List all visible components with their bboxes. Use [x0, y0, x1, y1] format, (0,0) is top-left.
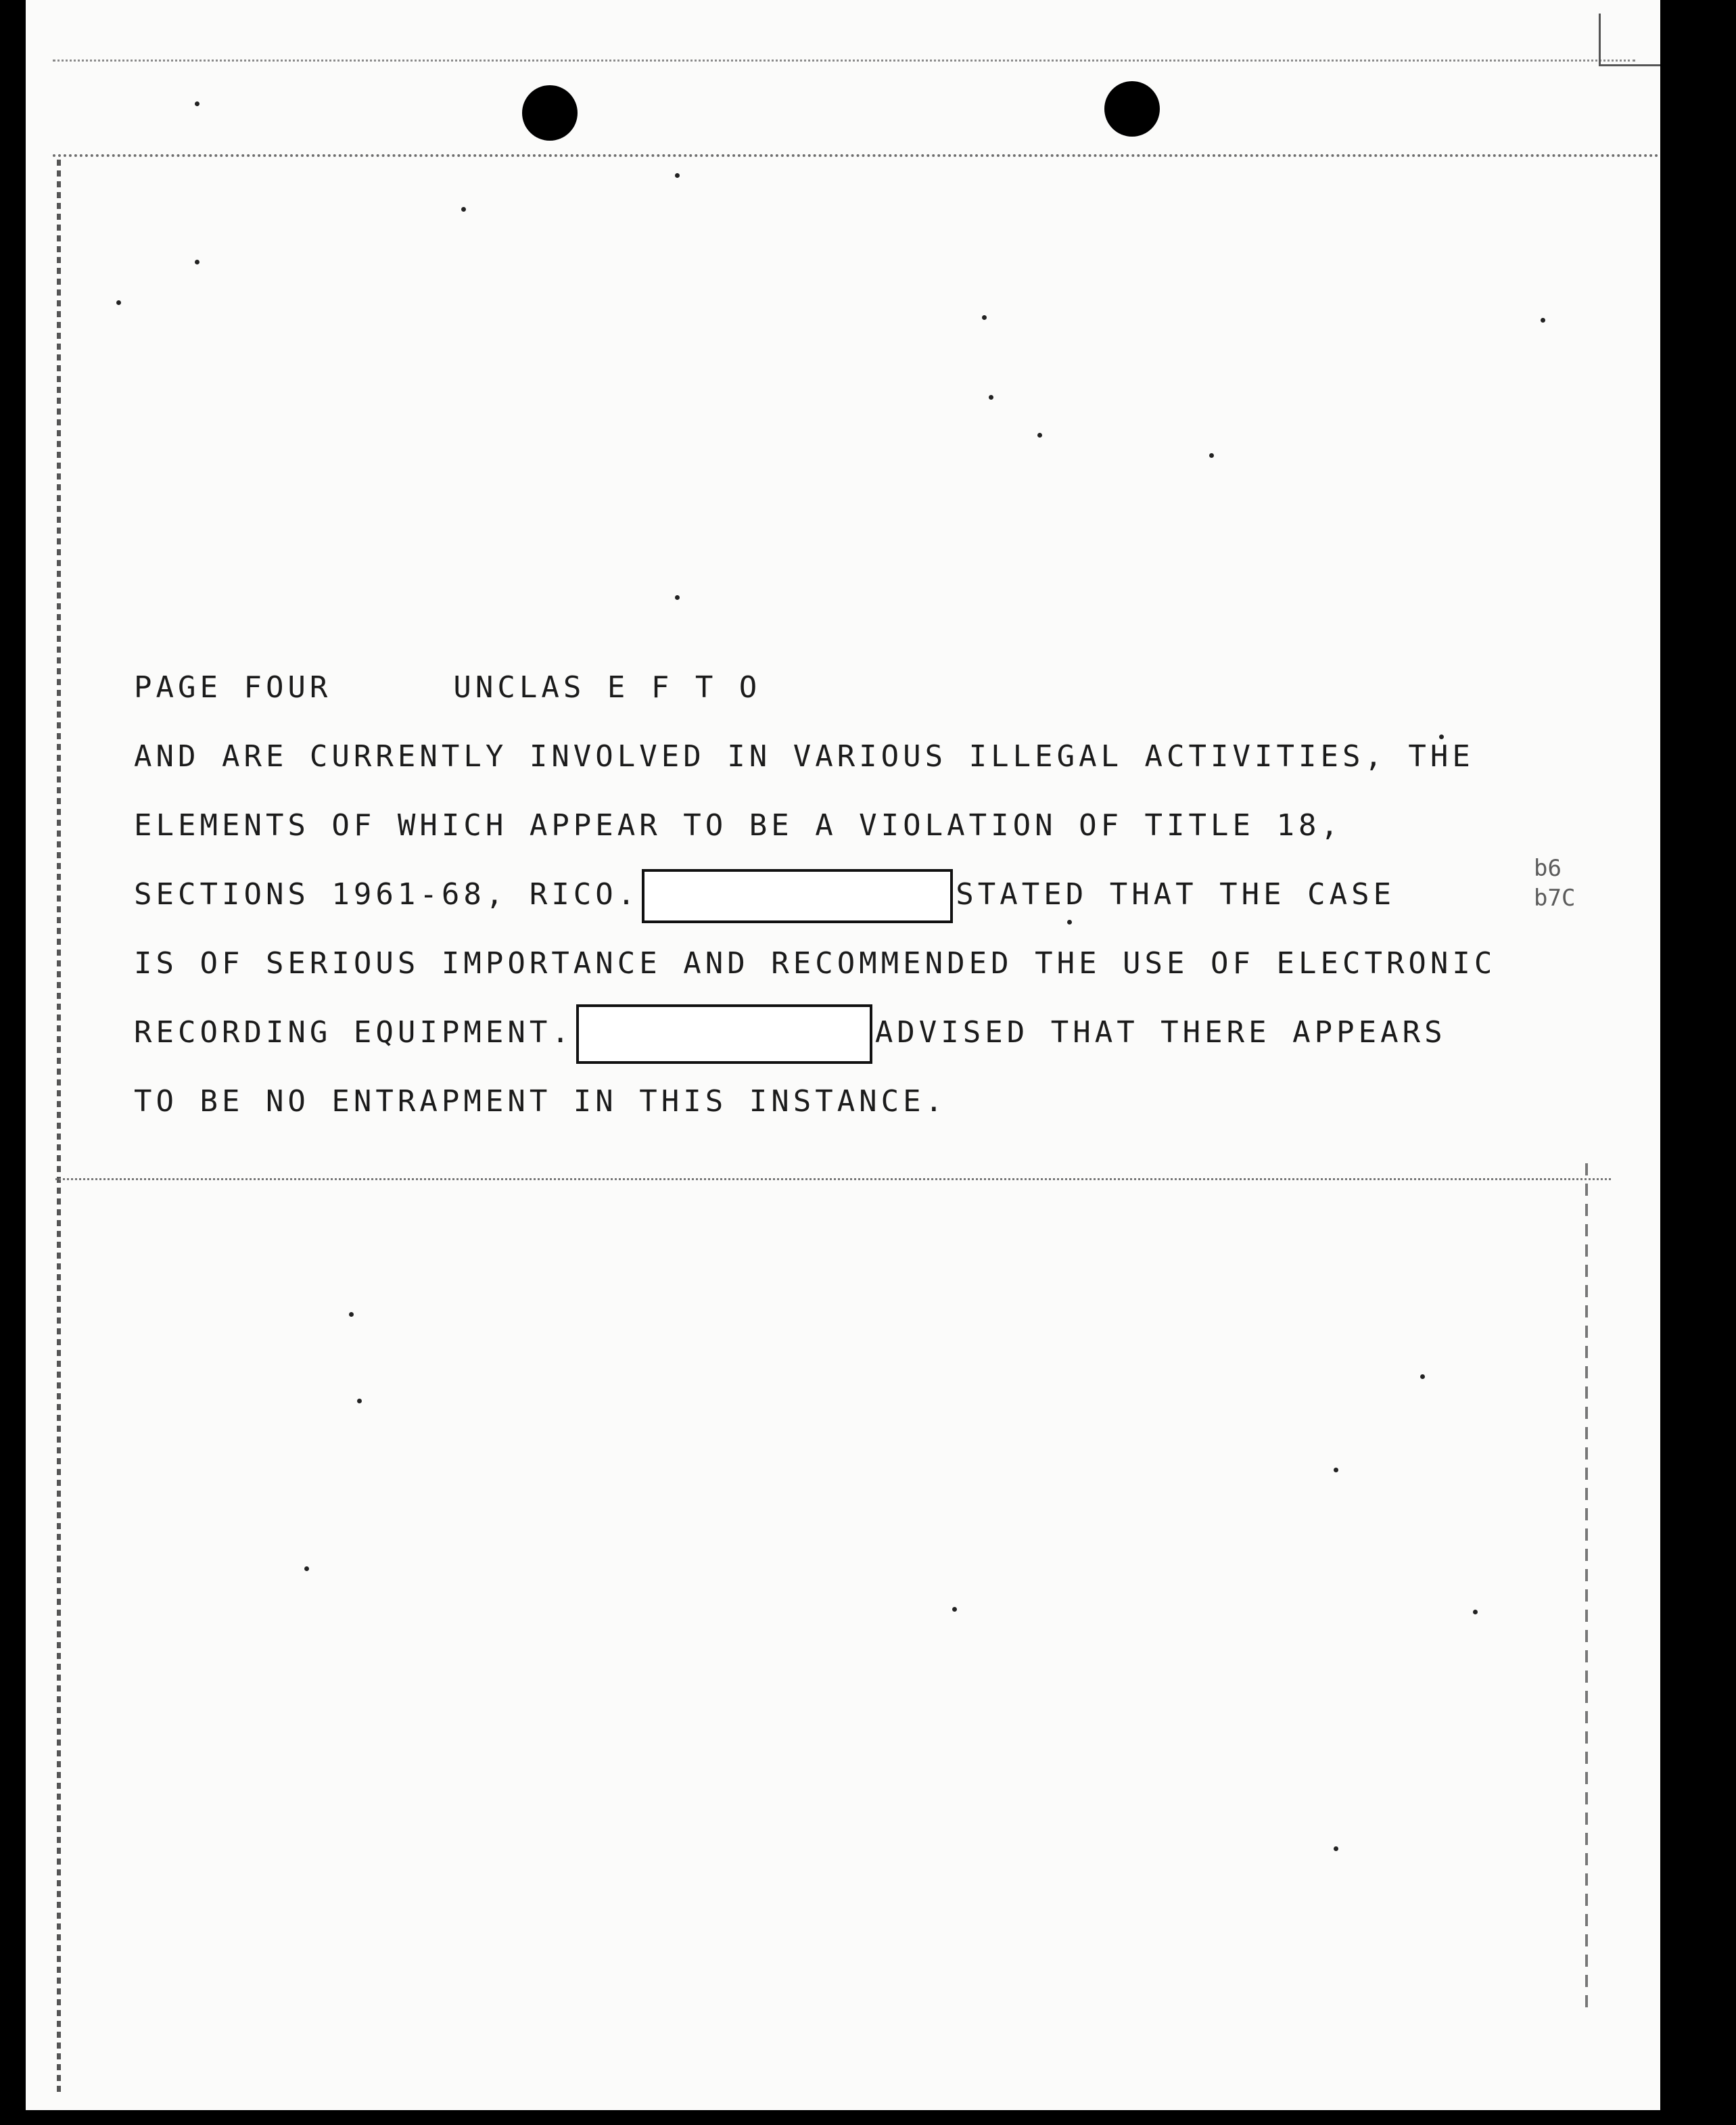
body-line-3-start: SECTIONS 1961-68, RICO. [134, 877, 640, 912]
body-line-5 [134, 998, 1496, 1067]
scan-speck [1473, 1610, 1478, 1614]
scan-speck [1209, 453, 1214, 458]
right-margin-rule [1585, 1163, 1588, 2015]
teletype-text-block [134, 653, 1496, 1136]
body-line-5-end: ADVISED THAT THERE APPEARS [874, 1015, 1447, 1050]
scan-speck [1541, 318, 1545, 323]
redaction-box [576, 1004, 872, 1064]
classification-marking: UNCLAS E F T O [453, 670, 761, 705]
scan-speck [195, 260, 200, 264]
scan-speck [116, 300, 121, 305]
scan-speck [349, 1312, 354, 1317]
scan-speck [952, 1607, 957, 1612]
scan-speck [675, 595, 680, 600]
scan-speck [195, 101, 200, 106]
left-margin-rule [57, 160, 61, 2094]
scan-border-right [1660, 0, 1736, 2125]
punch-hole-left [522, 85, 578, 141]
body-line-2: ELEMENTS OF WHICH APPEAR TO BE A VIOLATION OF TITLE 18, [134, 808, 1342, 843]
body-line-3 [134, 860, 1496, 929]
punch-hole-right [1104, 81, 1160, 137]
scan-speck [982, 315, 987, 320]
document-page [26, 0, 1661, 2110]
body-line-5-start: RECORDING EQUIPMENT. [134, 1015, 573, 1050]
page-label: PAGE FOUR [134, 670, 332, 705]
exemption-code-b6: b6 [1534, 855, 1562, 882]
perforation-line-top [53, 60, 1635, 62]
perforation-line [53, 154, 1676, 157]
body-line-6: TO BE NO ENTRAPMENT IN THIS INSTANCE. [134, 1084, 947, 1119]
scan-speck [1334, 1846, 1338, 1851]
scan-speck [1334, 1468, 1338, 1472]
page-header [134, 653, 1496, 722]
redaction-box [642, 869, 953, 923]
scan-speck [989, 395, 993, 400]
body-line-4: IS OF SERIOUS IMPORTANCE AND RECOMMENDED THE USE OF ELECTRONIC [134, 946, 1497, 981]
foia-exemption-codes [1534, 854, 1575, 913]
section-divider [55, 1178, 1611, 1180]
exemption-code-b7c: b7C [1534, 885, 1576, 912]
corner-mark [1599, 14, 1662, 66]
scan-speck [675, 173, 680, 178]
scan-speck [1037, 433, 1042, 438]
scan-speck [461, 207, 466, 212]
scan-speck [357, 1399, 362, 1403]
scan-speck [304, 1566, 309, 1571]
scan-speck [1420, 1374, 1425, 1379]
body-line-3-end: STATED THAT THE CASE [956, 877, 1396, 912]
body-line-1: AND ARE CURRENTLY INVOLVED IN VARIOUS ILLEGAL ACTIVITIES, THE [134, 739, 1474, 774]
